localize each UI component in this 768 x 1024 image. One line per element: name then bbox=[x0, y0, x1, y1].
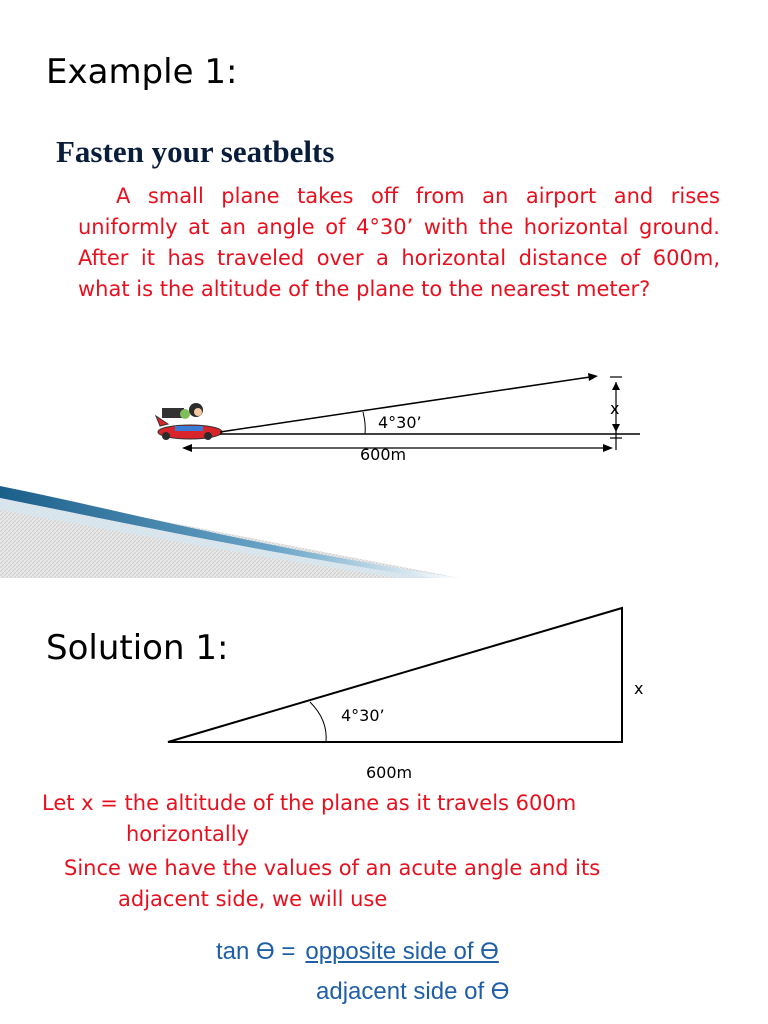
angle-arc bbox=[310, 702, 326, 742]
solution-side-label: x bbox=[634, 679, 644, 698]
plane-diagram bbox=[0, 360, 768, 470]
formula-numerator: opposite side of ϴ bbox=[305, 938, 499, 965]
plane-illustration bbox=[156, 403, 222, 440]
example-title: Example 1: bbox=[46, 52, 238, 92]
formula-denominator: adjacent side of ϴ bbox=[316, 978, 510, 1005]
formula-lhs: tan ϴ = bbox=[216, 938, 296, 965]
angle-arc bbox=[363, 412, 365, 434]
tan-formula bbox=[216, 938, 499, 966]
since-line-2: adjacent side, we will use bbox=[118, 887, 388, 911]
example-subtitle: Fasten your seatbelts bbox=[56, 134, 335, 169]
slide-divider bbox=[0, 480, 768, 580]
problem-text: A small plane takes off from an airport and rises uniformly at an angle of 4°30’ with the horizontal ground. After it has traveled over a horizontal distance of 600m, what is the altitude of the plane to the nearest meter? bbox=[78, 184, 720, 301]
solution-angle-label: 4°30’ bbox=[341, 706, 385, 725]
angle-label: 4°30’ bbox=[378, 413, 422, 432]
since-line-1: Since we have the values of an acute angle and its bbox=[64, 856, 601, 880]
height-label: x bbox=[610, 399, 620, 418]
triangle-diagram bbox=[0, 595, 768, 790]
solution-title: Solution 1: bbox=[46, 628, 229, 668]
since-statement bbox=[64, 853, 600, 915]
let-statement bbox=[42, 788, 576, 850]
solution-base-label: 600m bbox=[366, 763, 413, 782]
problem-statement bbox=[78, 181, 720, 305]
right-triangle bbox=[168, 608, 622, 742]
let-line-2: horizontally bbox=[126, 822, 250, 846]
distance-label: 600m bbox=[360, 445, 407, 464]
let-line-1: Let x = the altitude of the plane as it travels 600m bbox=[42, 791, 577, 815]
flight-path-arrowhead bbox=[588, 373, 598, 381]
